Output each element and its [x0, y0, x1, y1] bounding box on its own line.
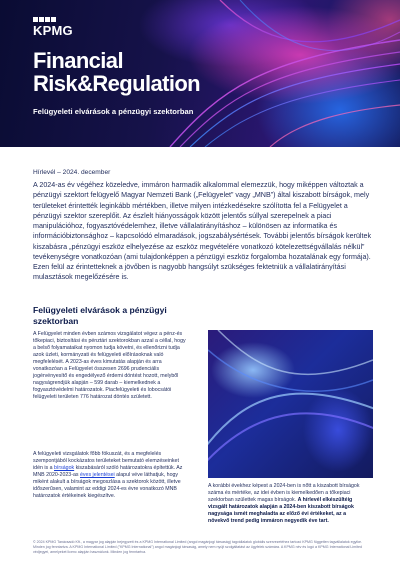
newsletter-subtitle: Felügyeleti elvárások a pénzügyi szektorban [33, 107, 194, 116]
link-birsagok[interactable]: bírságok [54, 465, 75, 472]
right-text: A korábbi évekhez képest a 2024-ben is nőtt a kiszabott bírságok száma és mértéke, az idei évben is kiemelkedően a tőkepiaci szektorban születtek magas bírságok. [208, 483, 360, 504]
title-line-2: Risk&Regulation [33, 71, 201, 96]
right-column-paragraph [208, 483, 368, 525]
kpmg-logo-mark [33, 17, 56, 22]
right-text-highlight: A hírlevél elkészültéig vizsgált határozatok alapján a 2024-ben kiszabott bírságok nagysága ismét meghaladta az előző évi értékeket, az a növekvő trend pedig immáron negyedik éve tart. [208, 497, 354, 525]
section-heading: Felügyeleti elvárások a pénzügyi szektorban [33, 305, 167, 326]
abstract-illustration [208, 330, 373, 478]
dateline: Hírlevél – 2024. december [33, 169, 111, 176]
link-eves-jelentesei[interactable]: éves jelentései [79, 472, 115, 479]
title-line-1: Financial [33, 48, 123, 73]
newsletter-title [33, 49, 200, 95]
intro-paragraph: A 2024-as év végéhez közeledve, immáron harmadik alkalommal elemezzük, hogy miképpen változtak a pénzügyi szektort felügyelő Magyar Nemzeti Bank („Felügyelet” vagy „MNB”) által kiszabott bírságok, mely területeket érintették leginkább mértékben, illetve milyen intézkedésekre szólította fel a Felügyelet a pénzügyi szektor szereplőit. Az észlelt hiányosságok között jelentős súllyal szerepelnek a piaci manipulációhoz, fogyasztóvédelemhez, illetve vállalatirányításhoz – különösen az informatika és információbiztonsághoz – kapcsolódó elmaradások, jogszabálysértések. További jelentős bírságok kerültek kiszabásra „pénzügyi eszköz elhelyezése az eszköz megvételére vonatkozó kötelezettségvállalás nélkül” tevékenységre vonatkozóan (ami tulajdonképpen a pénzügyi eszköz forgalomba hozatalának egy formája). Ezen felül az érintetteknek a jövőben is nagyobb hangsúlyt szükséges fektetniük a vállalatirányítási mulasztások megelőzésére is. [33, 181, 372, 282]
copyright-footer: © 2024 KPMG Tanácsadó Kft., a magyar jog alapján bejegyzett és a KPMG International Limited (angol magánjogi társaság) tagvállalatok globális szervezetéhez tartozó KPMG független tagvállalatok egyike. Minden jog fenntartva. A KPMG International Limited ("KPMG International") angol magánjogi társaság, amely nem nyújt szolgáltatást az ügyfelek számára. A KPMG név és logó a KPMG International Limited védjegyei, amelyeket licenc alapján használunk. Minden jog fenntartva. [33, 540, 362, 554]
section-paragraph-1: A Felügyelet minden évben számos vizsgálatot végez a pénz-és tőkepiaci, biztosítási és pénztári szektorokban azzal a céllal, hogy a belső folyamataikat nyomon tudja követni, és ellenőrizni tudja azok üzleti, kormányzati és felügyeleti előírásoknak való megfelelését. A 2023-as éves kimutatás alapján és arra vonatkozóan a Felügyelet összesen 2696 prudenciális jogérvényesítő és engedélyező érdemi döntést hozott, melyből nagyságrendjük alapján – 599 darab – kiemelkednek a fogyasztóvédelmi határozatok. Piacfelügyeleti és lobocsátói felügyeleti területen 776 határozat döntés született. [33, 331, 186, 401]
section-paragraph-2 [33, 451, 189, 500]
para2-text-middle: kiszabásáról szóló határozatokra építettük. Az MNB 2020-2023-as [33, 465, 183, 479]
hero-banner [0, 0, 400, 147]
para2-text-start: A felügyeleti vizsgálatok főbb fókuszát, és a megfelelés szempontjából kockázatos területeket bemutató elemzéseinket idén is a [33, 451, 179, 472]
kpmg-logo: KPMG [33, 23, 73, 38]
para2-text-end: alapul véve láthatjuk, hogy miként alakult a bírságok megoszlása a szektorok között, illetve időszerűsen, valamint az eddigi 2024-es évre vonatkozó MNB határozatok értékeinek kiegészítve. [33, 472, 181, 500]
